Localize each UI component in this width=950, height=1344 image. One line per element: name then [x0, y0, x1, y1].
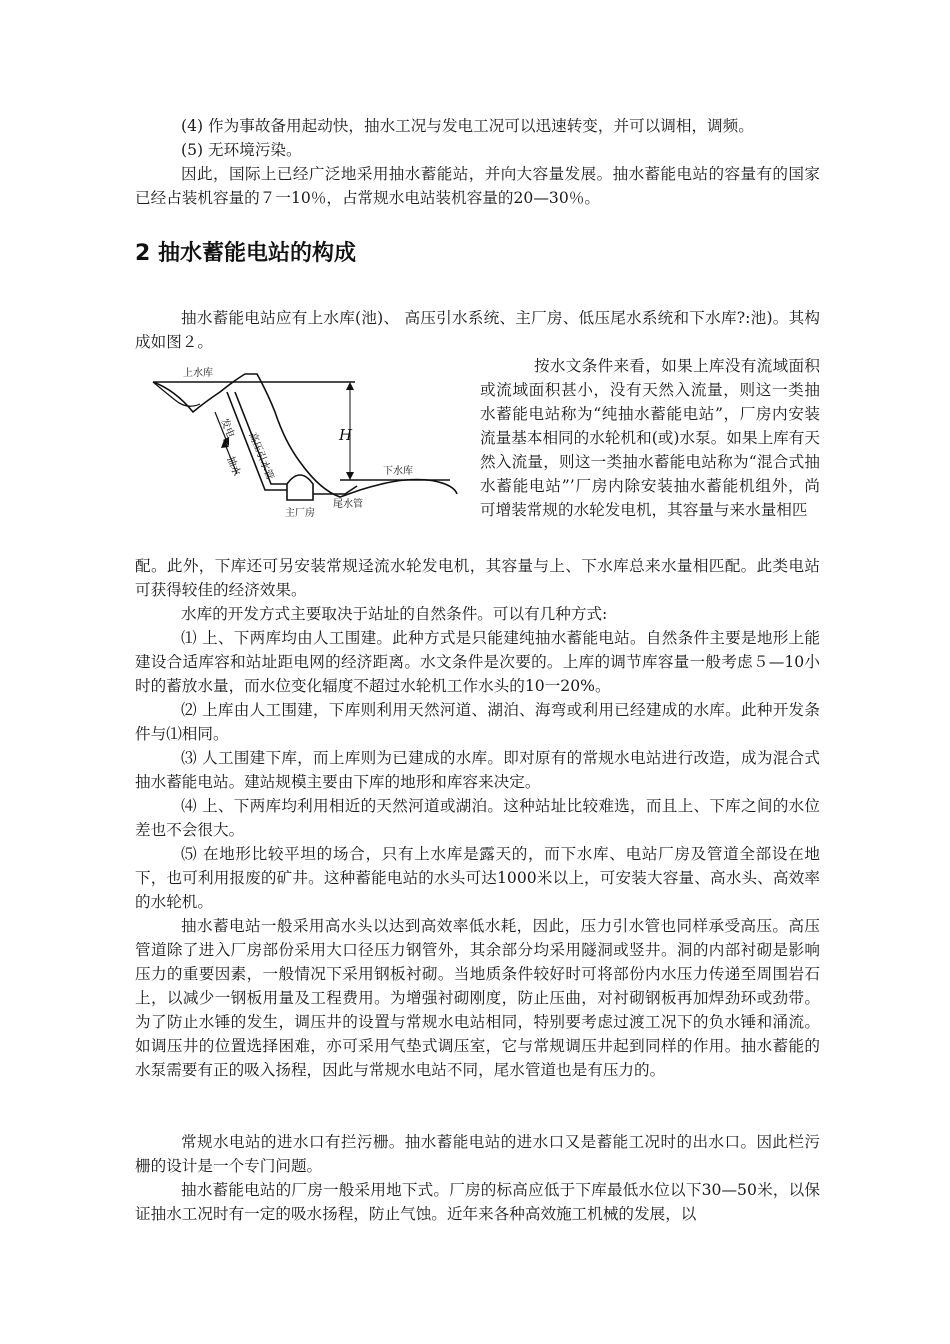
paragraph-hydrological-continuation: 配。此外，下库还可另安装常规迳流水轮发电机，其容量与上、下水库总来水量相匹配。此类电站可获得较佳的经济效果。 [135, 557, 820, 599]
paragraph-item-4: (4) 作为事故备用起动快，抽水工况与发电工况可以迅速转变，并可以调相，调频。 [181, 117, 754, 135]
label-penstock: 高压引水管 [246, 431, 276, 482]
label-lower-reservoir: 下水库 [383, 466, 413, 477]
paragraph-mode-5: ⑸ 在地形比较平坦的场合，只有上水库是露天的，而下水库、电站厂房及管道全部设在地下，也可利用报废的矿井。这种蓄能电站的水头可达1000米以上，可安装大容量、高水头、高效率的水轮机。 [135, 845, 820, 911]
label-powerhouse: 主厂房 [285, 508, 315, 519]
paragraph-item-5: (5) 无环境污染。 [181, 141, 302, 159]
paragraph-intro: 抽水蓄能电站应有上水库(池)、 高压引水系统、主厂房、低压尾水系统和下水库?:池)。其构成如图２。 [135, 309, 820, 351]
label-pumping: 抽水 [224, 455, 242, 478]
label-upper-reservoir: 上水库 [183, 368, 213, 379]
paragraph-hydrological-wrap: 按水文条件来看，如果上库没有流域面积或流域面积甚小，没有天然入流量，则这一类抽水蓄能电站称为“纯抽水蓄能电站”，厂房内安装流量基本相同的水轮机和(或)水泵。如果上库有天然入流量，则这一类抽水蓄能电站称为“混合式抽水蓄能电站”’厂房内除安装抽水蓄能机组外，尚可增装常规的水轮发电机，其容量与来水量相匹 [480, 357, 820, 519]
head-arrow-top [346, 382, 354, 390]
head-arrow-bottom [346, 472, 354, 480]
paragraph-intake: 常规水电站的进水口有拦污栅。抽水蓄能电站的进水口又是蓄能工况时的出水口。因此栏污栅的设计是一个专门问题。 [135, 1133, 820, 1175]
powerhouse-shape [287, 475, 313, 500]
paragraph-mode-4: ⑷ 上、下两库均利用相近的天然河道或湖泊。这种站址比较难选，而且上、下库之间的水位差也不会很大。 [135, 797, 820, 839]
paragraph-high-pressure: 抽水蓄电站一般采用高水头以达到高效率低水耗，因此，压力引水管也同样承受高压。高压管道除了进入厂房部份采用大口径压力钢管外，其余部分均采用隧洞或竖井。洞的内部衬砌是影响压力的重要因素，一般情况下采用钢板衬砌。当地质条件较好时可将部份内水压力传递至周围岩石上，以减少一钢板用量及工程费用。为增强衬砌刚度，防止压曲，对衬砌钢板再加焊劲环或劲带。为了防止水锤的发生，调压井的设置与常规水电站相同，特别要考虑过渡工况下的负水锤和涌流。如调压井的位置选择困难，亦可采用气垫式调压室，它与常规调压井起到同样的作用。抽水蓄能的水泵需要有正的吸入扬程，因此与常规水电站不同，尾水管道也是有压力的。 [135, 917, 820, 1079]
paragraph-conclusion: 因此，国际上已经广泛地采用抽水蓄能站，并向大容量发展。抽水蓄能电站的容量有的国家已经占装机容量的７一10％，占常规水电站装机容量的20—30％。 [135, 165, 820, 207]
paragraph-powerhouse: 抽水蓄能电站的厂房一般采用地下式。厂房的标高应低于下库最低水位以下30—50米，以保证抽水工况时有一定的吸水扬程，防止气蚀。近年来各种高效施工机械的发展，以 [135, 1181, 820, 1223]
figure-pumped-storage-diagram [145, 362, 470, 552]
label-power-generation: 发电 [218, 417, 236, 440]
paragraph-mode-2: ⑵ 上库由人工围建，下库则利用天然河道、湖泊、海弯或利用已经建成的水库。此种开发条件与⑴相同。 [135, 701, 820, 743]
paragraph-mode-3: ⑶ 人工围建下库，而上库则为已建成的水库。即对原有的常规水电站进行改造，成为混合式抽水蓄能电站。建站规模主要由下库的地形和库容来决定。 [135, 749, 820, 791]
paragraph-mode-1: ⑴ 上、下两库均由人工围建。此种方式是只能建纯抽水蓄能电站。自然条件主要是地形上能建设合适库容和站址距电网的经济距离。水文条件是次要的。上库的调节库容量一般考虑５—10小时的蓄放水量，而水位变化辐度不超过水轮机工作水头的10一20%。 [135, 629, 820, 695]
section-heading: 2 抽水蓄能电站的构成 [135, 241, 356, 266]
diagram-svg [145, 362, 470, 552]
paragraph-development-modes: 水库的开发方式主要取决于站址的自然条件。可以有几种方式: [181, 605, 608, 623]
label-head: H [339, 426, 353, 444]
label-tailrace: 尾水管 [333, 499, 363, 510]
